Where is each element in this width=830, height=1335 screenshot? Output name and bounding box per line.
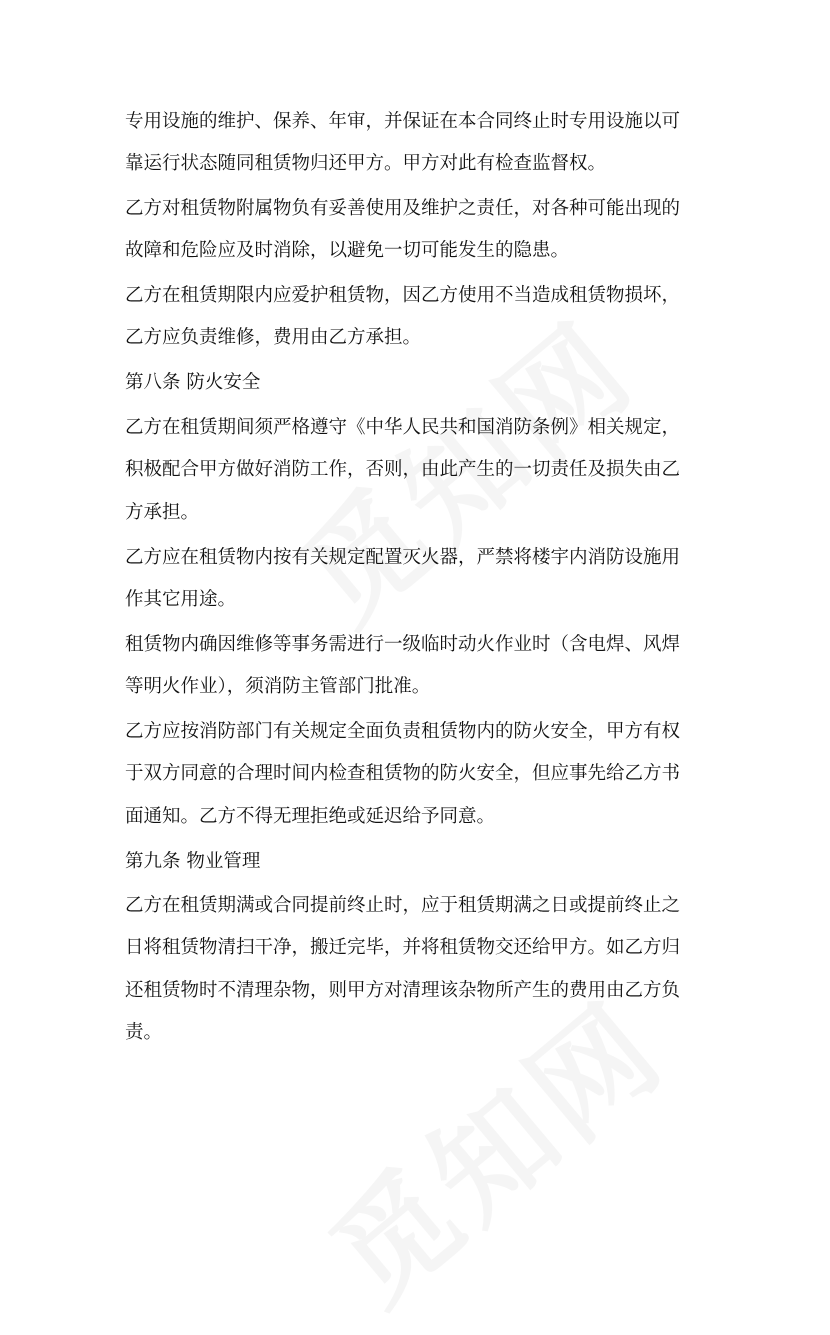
text-line: 租赁物内确因维修等事务需进行一级临时动火作业时（含电焊、风焊 — [125, 634, 681, 655]
text-line: 责。 — [125, 1022, 163, 1043]
text-line: 于双方同意的合理时间内检查租赁物的防火安全，但应事先给乙方书 — [125, 763, 681, 784]
watermark-logo — [290, 957, 695, 1335]
text-line: 乙方在租赁期间须严格遵守《中华人民共和国消防条例》相关规定， — [125, 417, 681, 438]
text-line: 乙方应在租赁物内按有关规定配置灭火器，严禁将楼宇内消防设施用 — [125, 547, 681, 568]
text-line: 乙方在租赁期限内应爱护租赁物，因乙方使用不当造成租赁物损坏， — [125, 285, 681, 306]
text-line: 等明火作业），须消防主管部门批准。 — [125, 676, 431, 697]
section-heading: 第九条 物业管理 — [125, 851, 261, 872]
text-line: 积极配合甲方做好消防工作，否则，由此产生的一切责任及损失由乙 — [125, 459, 681, 480]
text-line: 作其它用途。 — [125, 589, 237, 610]
text-line: 乙方在租赁期满或合同提前终止时，应于租赁期满之日或提前终止之 — [125, 895, 681, 916]
section-heading: 第八条 防火安全 — [125, 372, 261, 393]
text-line: 还租赁物时不清理杂物，则甲方对清理该杂物所产生的费用由乙方负 — [125, 980, 681, 1001]
text-line: 乙方应负责维修，费用由乙方承担。 — [125, 327, 422, 348]
text-line: 日将租赁物清扫干净，搬迁完毕，并将租赁物交还给甲方。如乙方归 — [125, 937, 681, 958]
text-line: 靠运行状态随同租赁物归还甲方。甲方对此有检查监督权。 — [125, 153, 607, 174]
text-line: 乙方对租赁物附属物负有妥善使用及维护之责任，对各种可能出现的 — [125, 198, 681, 219]
text-line: 方承担。 — [125, 502, 200, 523]
text-line: 面通知。乙方不得无理拒绝或延迟给予同意。 — [125, 806, 496, 827]
text-line: 故障和危险应及时消除，以避免一切可能发生的隐患。 — [125, 240, 570, 261]
text-line: 专用设施的维护、保养、年审，并保证在本合同终止时专用设施以可 — [125, 111, 681, 132]
text-line: 乙方应按消防部门有关规定全面负责租赁物内的防火安全，甲方有权 — [125, 721, 681, 742]
